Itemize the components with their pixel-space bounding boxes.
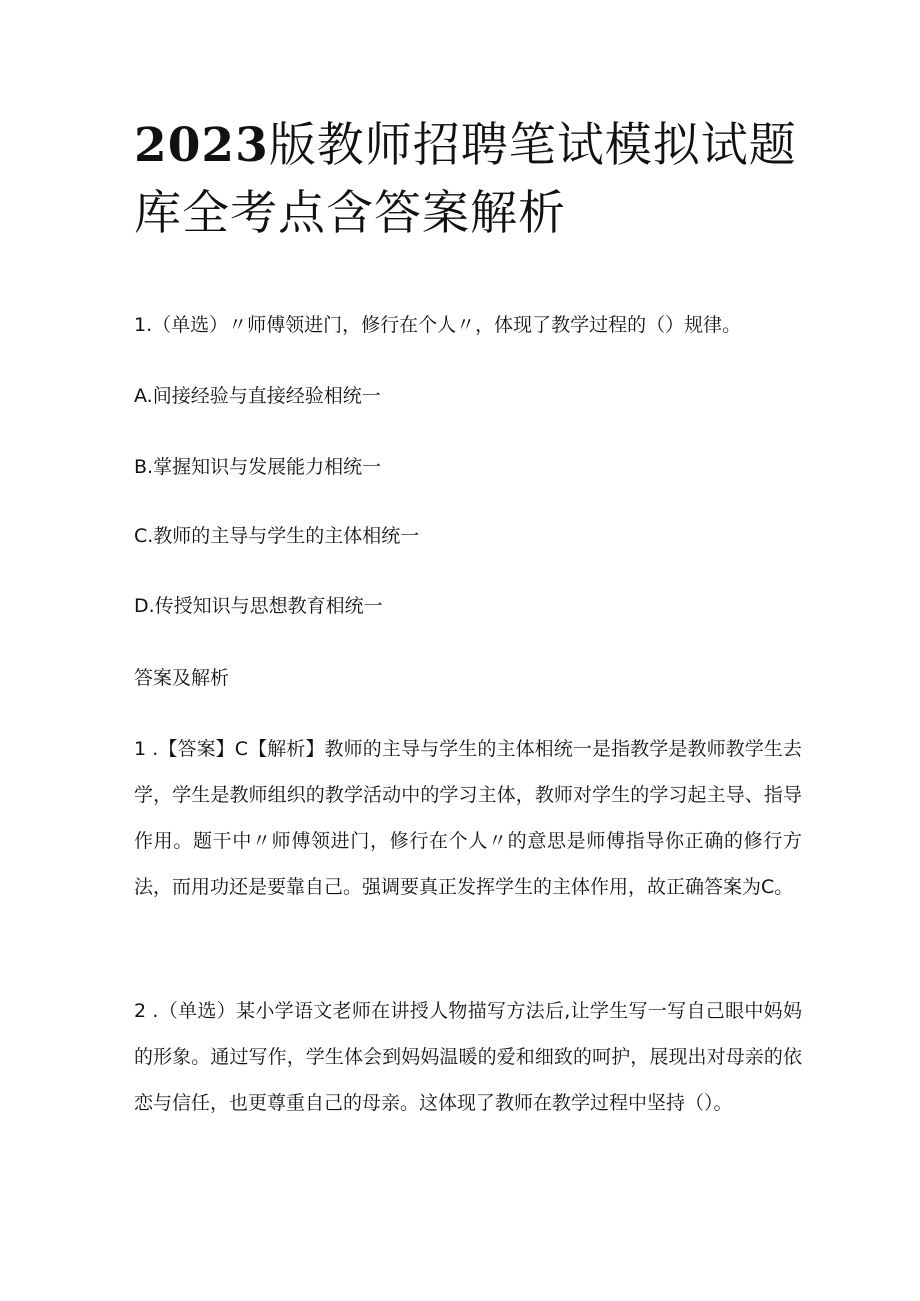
- answer-section-heading: 答案及解析: [134, 667, 230, 689]
- document-title: [134, 112, 814, 248]
- question-2-stem: 2 .（单选）某小学语文老师在讲授人物描写方法后,让学生写一写自己眼中妈妈的形象。通过写作，学生体会到妈妈温暖的爱和细致的呵护，展现出对母亲的依恋与信任，也更尊重自己的母亲。这体现了教师在教学过程中坚持（）。: [134, 1000, 802, 1114]
- question-1-option-b: B.掌握知识与发展能力相统一: [134, 456, 382, 478]
- question-1-stem: 1.（单选）〃师傅领进门，修行在个人〃，体现了教学过程的（）规律。: [134, 314, 742, 336]
- question-1-option-c: C.教师的主导与学生的主体相统一: [134, 525, 420, 547]
- title-text: 版教师招聘笔试模拟试题库全考点含答案解析: [134, 118, 797, 241]
- question-1-option-d: D.传授知识与思想教育相统一: [134, 595, 383, 617]
- question-1-option-a: A.间接经验与直接经验相统一: [134, 385, 381, 407]
- title-year: 2023: [134, 118, 269, 173]
- answer-1-explanation: 1 .【答案】C【解析】教师的主导与学生的主体相统一是指教学是教师教学生去学，学生是教师组织的教学活动中的学习主体，教师对学生的学习起主导、指导作用。题干中〃师傅领进门，修行在个人〃的意思是师傅指导你正确的修行方法，而用功还是要靠自己。强调要真正发挥学生的主体作用，故正确答案为C。: [134, 738, 802, 898]
